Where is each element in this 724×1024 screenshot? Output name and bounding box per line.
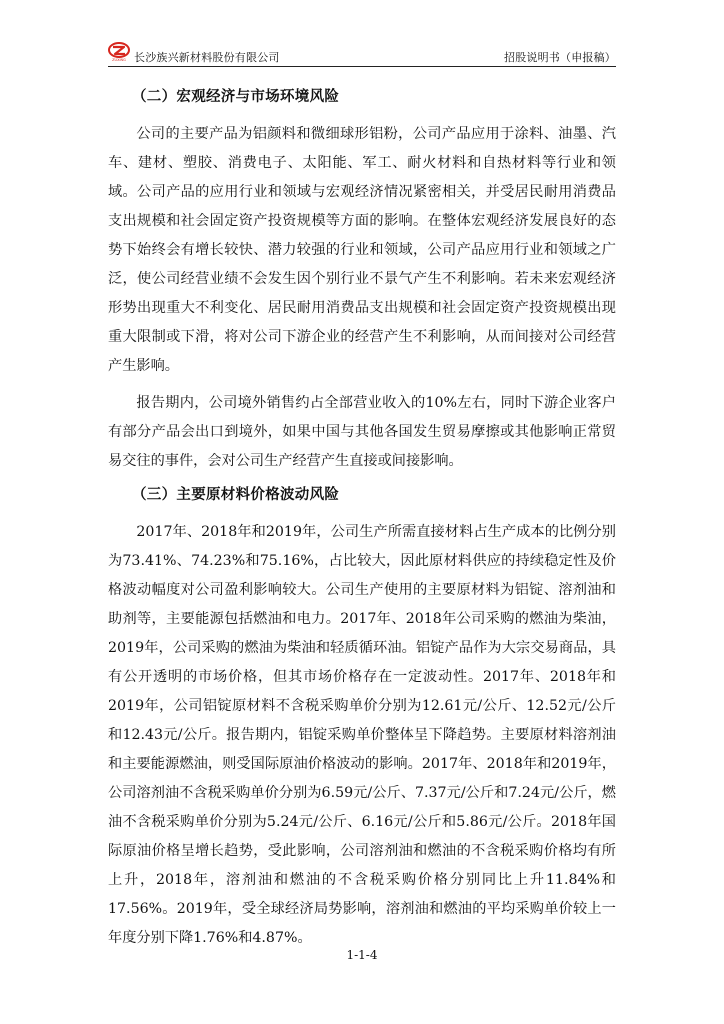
section-title-macro-risk: （二）宏观经济与市场环境风险 xyxy=(132,89,340,105)
logo-text: ZUXING xyxy=(112,58,126,62)
paragraph: 报告期内，公司境外销售约占全部营业收入的10%左右，同时下游企业客户有部分产品会出口到境外，如果中国与其他各国发生贸易摩擦或其他影响正常贸易交往的事件，会对公司生产经营产生直接或间接影响。 xyxy=(108,395,616,469)
paragraph: 2017年、2018年和2019年，公司生产所需直接材料占生产成本的比例分别为73.41%、74.23%和75.16%，占比较大，因此原材料供应的持续稳定性及价格波动幅度对公司盈利影响较大。公司生产使用的主要原材料为铝锭、溶剂油和助剂等，主要能源包括燃油和电力。2017年、2018年公司采购的燃油为柴油，2019年，公司采购的燃油为柴油和轻质循环油。铝锭产品作为大宗交易商品，具有公开透明的市场价格，但其市场价格存在一定波动性。2017年、2018年和2019年，公司铝锭原材料不含税采购单价分别为12.61元/公斤、12.52元/公斤和12.43元/公斤。报告期内，铝锭采购单价整体呈下降趋势。主要原材料溶剂油和主要能源燃油，则受国际原油价格波动的影响。2017年、2018年和2019年，公司溶剂油不含税采购单价分别为6.59元/公斤、7.37元/公斤和7.24元/公斤，燃油不含税采购单价分别为5.24元/公斤、6.16元/公斤和5.86元/公斤。2018年国际原油价格呈增长趋势，受此影响，公司溶剂油和燃油的不含税采购价格均有所上升，2018年，溶剂油和燃油的不含税采购价格分别同比上升11.84%和17.56%。2019年，受全球经济局势影响，溶剂油和燃油的平均采购单价较上一年度分别下降1.76%和4.87%。 xyxy=(108,524,616,946)
page-header xyxy=(108,40,616,67)
document-title: 招股说明书（申报稿） xyxy=(504,51,616,64)
page-number: 1-1-4 xyxy=(346,948,378,962)
document-body xyxy=(108,86,616,961)
section-title-raw-material-risk: （三）主要原材料价格波动风险 xyxy=(132,487,340,503)
company-name: 长沙族兴新材料股份有限公司 xyxy=(134,51,280,64)
company-logo-icon xyxy=(108,42,132,62)
paragraph: 公司的主要产品为铝颜料和微细球形铝粉，公司产品应用于涂料、油墨、汽车、建材、塑胶、消费电子、太阳能、军工、耐火材料和自热材料等行业和领域。公司产品的应用行业和领域与宏观经济情况紧密相关，并受居民耐用消费品支出规模和社会固定资产投资规模等方面的影响。在整体宏观经济发展良好的态势下始终会有增长较快、潜力较强的行业和领域，公司产品应用行业和领域之广泛，使公司经营业绩不会发生因个别行业不景气产生不利影响。若未来宏观经济形势出现重大不利变化、居民耐用消费品支出规模和社会固定资产投资规模出现重大限制或下滑，将对公司下游企业的经营产生不利影响，从而间接对公司经营产生影响。 xyxy=(108,126,616,374)
